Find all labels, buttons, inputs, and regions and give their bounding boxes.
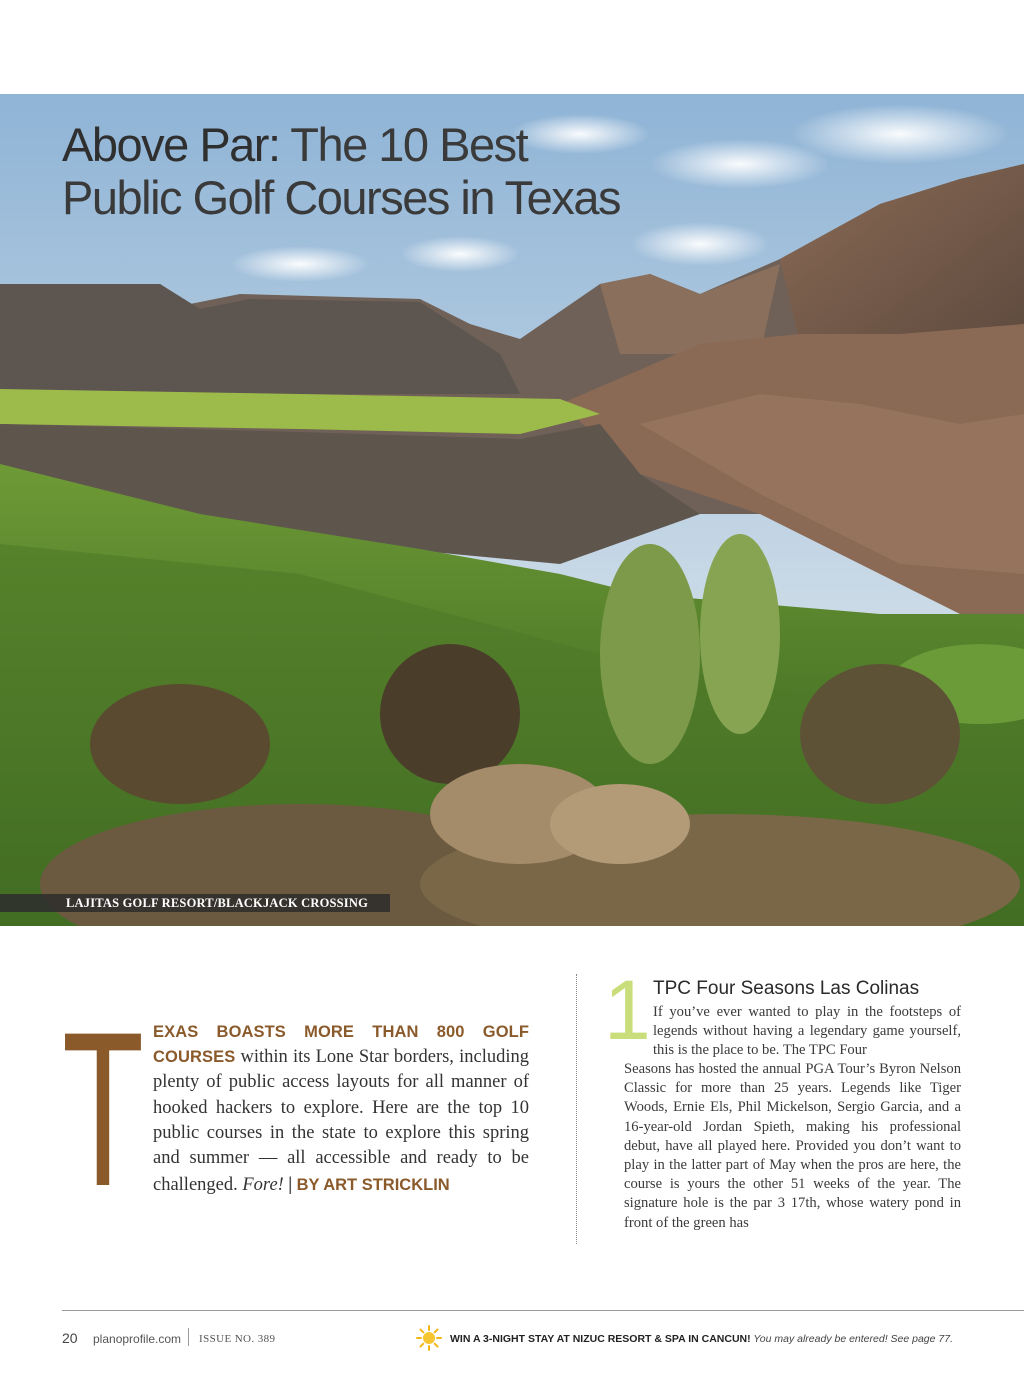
promo-bold: WIN A 3-NIGHT STAY AT NIZUC RESORT & SPA IN CANCUN! <box>450 1333 751 1345</box>
headline-bold: Above Par: <box>62 118 280 171</box>
issue-number: ISSUE NO. 389 <box>199 1333 276 1345</box>
page-number: 20 <box>62 1330 78 1346</box>
course-title: TPC Four Seasons Las Colinas <box>653 978 920 999</box>
column-divider <box>576 974 577 1244</box>
intro-body: within its Lone Star borders, including plenty of public access layouts for all manner of hooked hackers to explore. Here are the top 10 public courses in the state to explore this spring and summer — all accessible and ready to be challenged. <box>153 1047 529 1196</box>
headline-line2: Public Golf Courses in Texas <box>62 171 620 224</box>
promo-italic: You may already be entered! See page 77. <box>750 1333 953 1345</box>
byline-separator: | <box>287 1173 293 1195</box>
site-link[interactable]: planoprofile.com <box>93 1332 182 1346</box>
dropcap-text: T <box>62 1020 144 1190</box>
sun-icon <box>416 1325 442 1351</box>
promo-text[interactable] <box>450 1333 953 1345</box>
intro-paragraph <box>153 1020 529 1198</box>
photo-credit: LAJITAS GOLF RESORT/BLACKJACK CROSSING <box>66 896 369 910</box>
footer-rule <box>62 1310 1024 1311</box>
byline: BY ART STRICKLIN <box>296 1176 450 1195</box>
footer-separator <box>188 1328 189 1346</box>
course-body-top: If you’ve ever wanted to play in the footsteps of legends without having a legendary game yourself, this is the place to be. The TPC Four <box>653 1004 961 1059</box>
intro-lead: EXAS BOASTS MORE THAN 800 GOLF COURSES <box>153 1023 529 1067</box>
article-headline <box>62 118 620 224</box>
headline-line1-rest: The 10 Best <box>279 118 528 171</box>
dropcap-letter <box>62 1020 144 1190</box>
course-body-main: Seasons has hosted the annual PGA Tour’s Byron Nelson Classic for more than 25 years. Legends like Tiger Woods, Ernie Els, Phil Mickelson, Sergio Garcia, and a 16-year-old Jordan Spieth, making his professional debut, have all played here. Provided you don’t want to play in the latter part of May when the pros are here, the course is yours the other 51 weeks of the year. The signature hole is the par 3 17th, whose watery pond in front of the green has <box>624 1061 961 1231</box>
course-number: 1 <box>604 963 651 1057</box>
intro-fore: Fore! <box>242 1175 284 1196</box>
